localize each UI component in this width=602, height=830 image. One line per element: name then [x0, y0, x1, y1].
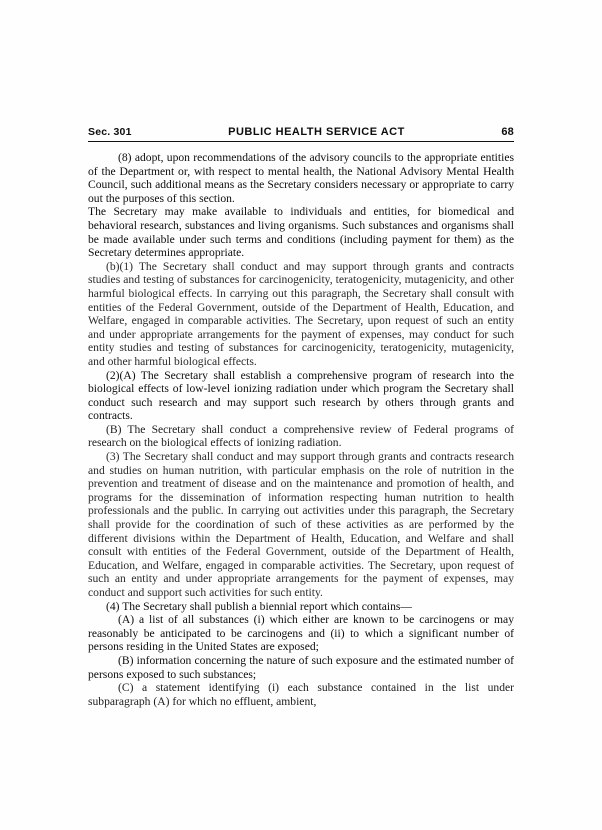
paragraph: (2)(A) The Secretary shall establish a comprehensive program of research into the biological effects of low-level ionizing radiation under which program the Secretary shall conduct such research and may support such research by others through grants and contracts. — [88, 368, 514, 423]
paragraph: (3) The Secretary shall conduct and may support through grants and contracts research and studies on human nutrition, with particular emphasis on the role of nutrition in the prevention and treatment of disease and on the maintenance and promotion of health, and programs for the dissemination of information respecting human nutrition to health professionals and the public. In carrying out activities under this paragraph, the Secretary shall provide for the coordination of such of these activities as are performed by the different divisions within the Department of Health, Education, and Welfare and shall consult with entities of the Federal Government, outside of the Department of Health, Education, and Welfare, engaged in comparable activities. The Secretary, upon request of such an entity and under appropriate arrangements for the payment of expenses, may conduct and support such activities for such entity. — [88, 450, 514, 599]
paragraph: (C) a statement identifying (i) each substance contained in the list under subparagraph (A) for which no effluent, ambient, — [88, 681, 514, 708]
header-rule — [88, 141, 514, 142]
paragraph: (B) The Secretary shall conduct a comprehensive review of Federal programs of research on the biological effects of ionizing radiation. — [88, 422, 514, 450]
paragraph: (B) information concerning the nature of such exposure and the estimated number of persons exposed to such substances; — [88, 653, 514, 681]
paragraph: (8) adopt, upon recommendations of the advisory councils to the appropriate entities of the Department or, with respect to mental health, the National Advisory Mental Health Council, such additional means as the Secretary considers necessary or appropriate to carry out the purposes of this section. — [88, 151, 514, 205]
running-head-title: PUBLIC HEALTH SERVICE ACT — [228, 126, 405, 138]
paragraph: (b)(1) The Secretary shall conduct and may support through grants and contracts studies and testing of substances for carcinogenicity, teratogenicity, mutagenicity, and other harmful biological effects. In carrying out this paragraph, the Secretary shall consult with entities of the Federal Government, outside of the Department of Health, Education, and Welfare, engaged in comparable activities. The Secretary, upon request of such an entity and under appropriate arrangements for the payment of expenses, may conduct for such entity studies and testing of substances for carcinogenicity, teratogenicity, mutagenicity, and other harmful biological effects. — [88, 259, 514, 368]
paragraph: (A) a list of all substances (i) which either are known to be carcinogens or may reasonably be anticipated to be carcinogens and (ii) to which a significant number of persons residing in the United States are exposed; — [88, 613, 514, 654]
body-text — [88, 151, 514, 708]
running-head — [88, 126, 514, 141]
paragraph: The Secretary may make available to individuals and entities, for biomedical and behavioral research, substances and living organisms. Such substances and organisms shall be made available under such terms and conditions (including payment for them) as the Secretary determines appropriate. — [88, 205, 514, 260]
running-head-section: Sec. 301 — [88, 126, 132, 138]
paragraph: (4) The Secretary shall publish a biennial report which contains— — [106, 599, 412, 613]
page-number: 68 — [501, 126, 514, 138]
page-content — [88, 126, 514, 708]
